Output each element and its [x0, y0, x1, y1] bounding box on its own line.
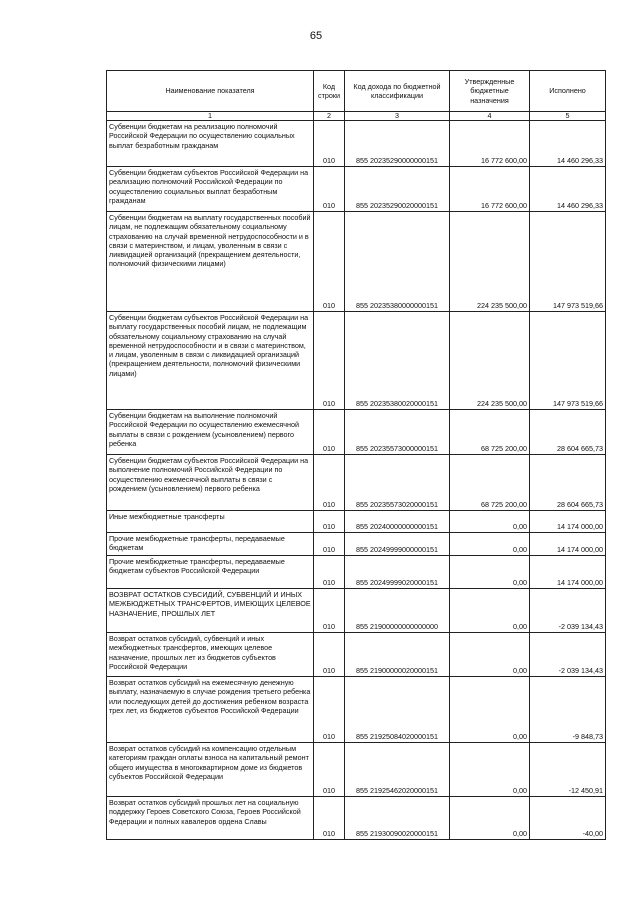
row-name: Субвенции бюджетам субъектов Российской Федерации на реализацию полномочий Российской Федерации по осуществлению социальных выплат безработным гражданам	[107, 167, 314, 212]
table-header-row	[107, 71, 606, 112]
row-kbk: 855 21900000020000151	[345, 633, 450, 677]
row-code: 010	[314, 121, 345, 167]
header-executed: Исполнено	[530, 71, 606, 112]
row-approved: 0,00	[450, 589, 530, 633]
row-kbk: 855 20240000000000151	[345, 511, 450, 533]
row-code: 010	[314, 410, 345, 455]
row-code: 010	[314, 533, 345, 556]
row-code: 010	[314, 455, 345, 511]
header-name: Наименование показателя	[107, 71, 314, 112]
row-approved: 0,00	[450, 556, 530, 589]
row-approved: 0,00	[450, 797, 530, 840]
row-executed: -12 450,91	[530, 743, 606, 797]
row-code: 010	[314, 633, 345, 677]
table-row	[107, 167, 606, 212]
row-name: Прочие межбюджетные трансферты, передаваемые бюджетам субъектов Российской Федерации	[107, 556, 314, 589]
row-executed: -2 039 134,43	[530, 633, 606, 677]
row-approved: 68 725 200,00	[450, 455, 530, 511]
table-row	[107, 511, 606, 533]
budget-execution-table	[106, 70, 606, 840]
row-name: Субвенции бюджетам на реализацию полномочий Российской Федерации по осуществлению социальных выплат безработным гражданам	[107, 121, 314, 167]
row-approved: 224 235 500,00	[450, 212, 530, 312]
row-executed: 147 973 519,66	[530, 212, 606, 312]
table-row	[107, 633, 606, 677]
row-executed: 28 604 665,73	[530, 410, 606, 455]
table-row	[107, 556, 606, 589]
table-row	[107, 743, 606, 797]
header-approved: Утвержденные бюджетные назначения	[450, 71, 530, 112]
page-number: 65	[309, 30, 323, 42]
row-code: 010	[314, 743, 345, 797]
column-number: 2	[314, 112, 345, 121]
row-executed: 14 460 296,33	[530, 167, 606, 212]
row-executed: 147 973 519,66	[530, 312, 606, 410]
row-name: Возврат остатков субсидий на компенсацию отдельным категориям граждан оплаты взноса на капитальный ремонт общего имущества в многоквартирном доме из бюджетов субъектов Российской Федерации	[107, 743, 314, 797]
column-number: 4	[450, 112, 530, 121]
row-approved: 0,00	[450, 511, 530, 533]
column-number: 5	[530, 112, 606, 121]
table-row	[107, 312, 606, 410]
row-executed: 14 174 000,00	[530, 533, 606, 556]
row-code: 010	[314, 556, 345, 589]
column-number: 3	[345, 112, 450, 121]
row-name: Субвенции бюджетам субъектов Российской Федерации на выполнение полномочий Российской Федерации по осуществлению ежемесячной выплаты в связи с рождением (усыновлением) первого ребенка	[107, 455, 314, 511]
row-name: ВОЗВРАТ ОСТАТКОВ СУБСИДИЙ, СУБВЕНЦИЙ И ИНЫХ МЕЖБЮДЖЕТНЫХ ТРАНСФЕРТОВ, ИМЕЮЩИХ ЦЕЛЕВОЕ НАЗНАЧЕНИЕ, ПРОШЛЫХ ЛЕТ	[107, 589, 314, 633]
row-executed: 14 174 000,00	[530, 556, 606, 589]
row-executed: 14 174 000,00	[530, 511, 606, 533]
row-code: 010	[314, 797, 345, 840]
row-code: 010	[314, 511, 345, 533]
row-kbk: 855 20235573020000151	[345, 455, 450, 511]
row-code: 010	[314, 167, 345, 212]
row-kbk: 855 20249999000000151	[345, 533, 450, 556]
table-row	[107, 797, 606, 840]
table-row	[107, 212, 606, 312]
column-number-row	[107, 112, 606, 121]
row-name: Возврат остатков субсидий на ежемесячную денежную выплату, назначаемую в случае рождения третьего ребенка или последующих детей до достижения ребенком возраста трех лет, из бюджетов субъектов Российской Федерации	[107, 677, 314, 743]
row-kbk: 855 20235380000000151	[345, 212, 450, 312]
header-code: Код строки	[314, 71, 345, 112]
column-number: 1	[107, 112, 314, 121]
row-kbk: 855 20235290020000151	[345, 167, 450, 212]
table-row	[107, 455, 606, 511]
row-name: Возврат остатков субсидий, субвенций и иных межбюджетных трансфертов, имеющих целевое назначение, прошлых лет из бюджетов субъектов Российской Федерации	[107, 633, 314, 677]
row-name: Возврат остатков субсидий прошлых лет на социальную поддержку Героев Советского Союза, Героев Российской Федерации и полных кавалеров ордена Славы	[107, 797, 314, 840]
row-name: Прочие межбюджетные трансферты, передаваемые бюджетам	[107, 533, 314, 556]
row-kbk: 855 21900000000000000	[345, 589, 450, 633]
row-name: Иные межбюджетные трансферты	[107, 511, 314, 533]
table-row	[107, 121, 606, 167]
row-kbk: 855 20235290000000151	[345, 121, 450, 167]
row-executed: 28 604 665,73	[530, 455, 606, 511]
row-kbk: 855 21930090020000151	[345, 797, 450, 840]
row-code: 010	[314, 589, 345, 633]
row-approved: 0,00	[450, 677, 530, 743]
row-kbk: 855 20235573000000151	[345, 410, 450, 455]
row-name: Субвенции бюджетам на выполнение полномочий Российской Федерации по осуществлению ежемесячной выплаты в связи с рождением (усыновлением) первого ребенка	[107, 410, 314, 455]
row-name: Субвенции бюджетам субъектов Российской Федерации на выплату государственных пособий лицам, не подлежащим обязательному социальному страхованию на случай временной нетрудоспособности и в связи с материнством, и лицам, уволенным в связи с ликвидацией организаций (прекращением деятельности, полномочий физическими лицами)	[107, 312, 314, 410]
table-row	[107, 410, 606, 455]
row-executed: -9 848,73	[530, 677, 606, 743]
row-kbk: 855 21925084020000151	[345, 677, 450, 743]
row-approved: 16 772 600,00	[450, 167, 530, 212]
row-code: 010	[314, 677, 345, 743]
row-executed: -2 039 134,43	[530, 589, 606, 633]
row-approved: 224 235 500,00	[450, 312, 530, 410]
row-approved: 0,00	[450, 533, 530, 556]
row-name: Субвенции бюджетам на выплату государственных пособий лицам, не подлежащим обязательному социальному страхованию на случай временной нетрудоспособности и в связи с материнством, и лицам, уволенным в связи с ликвидацией организаций (прекращением деятельности, полномочий физическими лицами)	[107, 212, 314, 312]
header-kbk: Код дохода по бюджетной классификации	[345, 71, 450, 112]
row-code: 010	[314, 212, 345, 312]
table-row	[107, 533, 606, 556]
row-kbk: 855 21925462020000151	[345, 743, 450, 797]
row-approved: 68 725 200,00	[450, 410, 530, 455]
row-executed: -40,00	[530, 797, 606, 840]
row-kbk: 855 20249999020000151	[345, 556, 450, 589]
row-executed: 14 460 296,33	[530, 121, 606, 167]
row-code: 010	[314, 312, 345, 410]
table-row	[107, 677, 606, 743]
row-approved: 0,00	[450, 633, 530, 677]
row-approved: 0,00	[450, 743, 530, 797]
row-approved: 16 772 600,00	[450, 121, 530, 167]
table-row	[107, 589, 606, 633]
row-kbk: 855 20235380020000151	[345, 312, 450, 410]
